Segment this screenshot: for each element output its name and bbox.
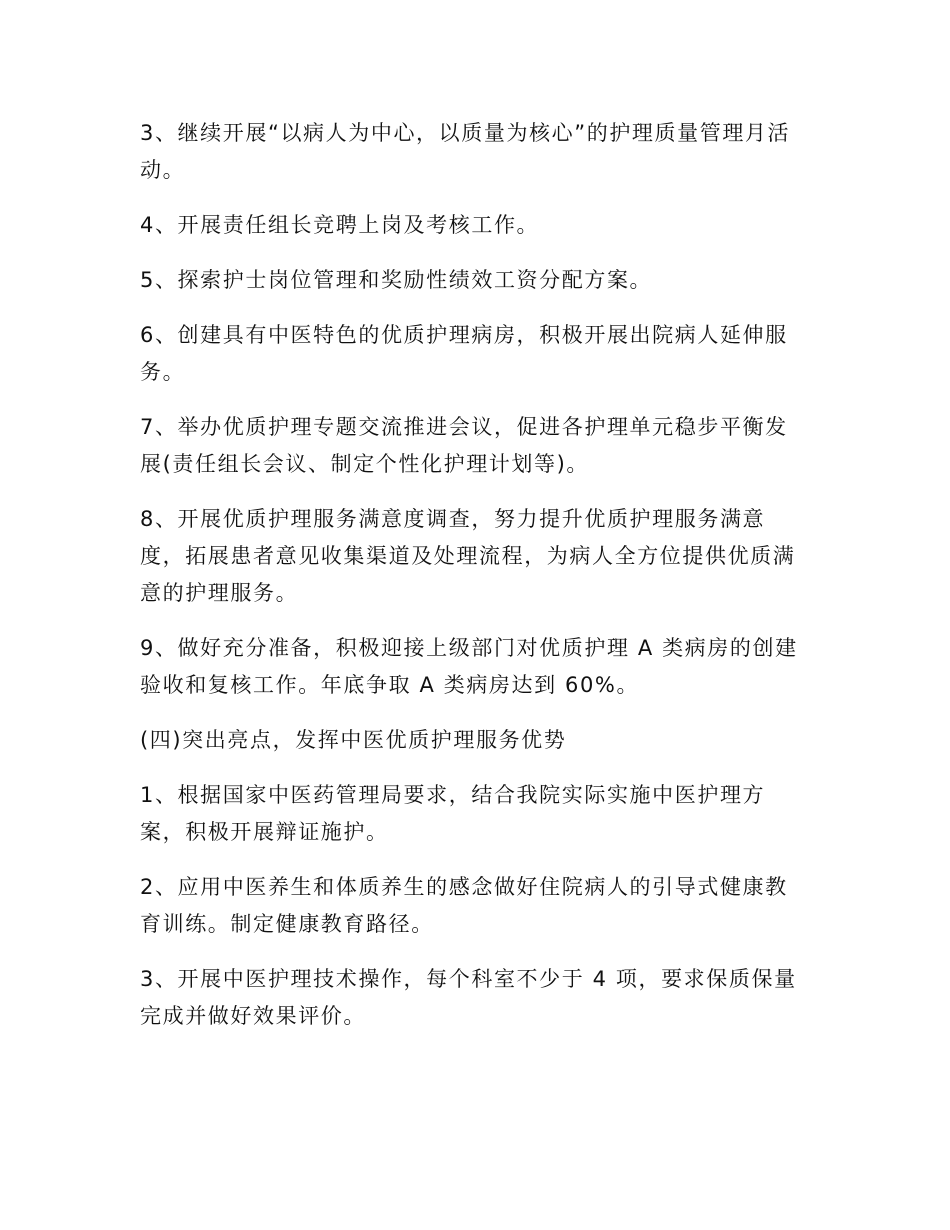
- paragraph-sub-2-health-education: 2、应用中医养生和体质养生的感念做好住院病人的引导式健康教育训练。制定健康教育路径。: [140, 875, 788, 936]
- section-heading-4: (四)突出亮点，发挥中医优质护理服务优势: [140, 728, 567, 752]
- paragraph-item-6-tcm-ward: 6、创建具有中医特色的优质护理病房，积极开展出院病人延伸服务。: [140, 323, 788, 384]
- paragraph-item-5-position-management: 5、探索护士岗位管理和奖励性绩效工资分配方案。: [140, 268, 653, 292]
- paragraph-item-8-satisfaction-survey: 8、开展优质护理服务满意度调查，努力提升优质护理服务满意度，拓展患者意见收集渠道及处理流程，为病人全方位提供优质满意的护理服务。: [140, 507, 796, 605]
- paragraph-item-9-inspection: 9、做好充分准备，积极迎接上级部门对优质护理 A 类病房的创建验收和复核工作。年底争取 A 类病房达到 60%。: [140, 636, 798, 697]
- paragraph-item-4-team-leader: 4、开展责任组长竞聘上岗及考核工作。: [140, 213, 540, 237]
- paragraph-item-3-activity: 3、继续开展“以病人为中心，以质量为核心”的护理质量管理月活 动。: [140, 121, 799, 182]
- paragraph-item-7-exchange-meeting: 7、举办优质护理专题交流推进会议，促进各护理单元稳步平衡发展(责任组长会议、制定个性化护理计划等)。: [140, 415, 788, 476]
- paragraph-sub-3-technical-operation: 3、开展中医护理技术操作，每个科室不少于 4 项，要求保质保量完成并做好效果评价。: [140, 967, 797, 1028]
- document-body: [140, 115, 810, 1053]
- paragraph-sub-1-tcm-plan: 1、根据国家中医药管理局要求，结合我院实际实施中医护理方案，积极开展辩证施护。: [140, 783, 766, 844]
